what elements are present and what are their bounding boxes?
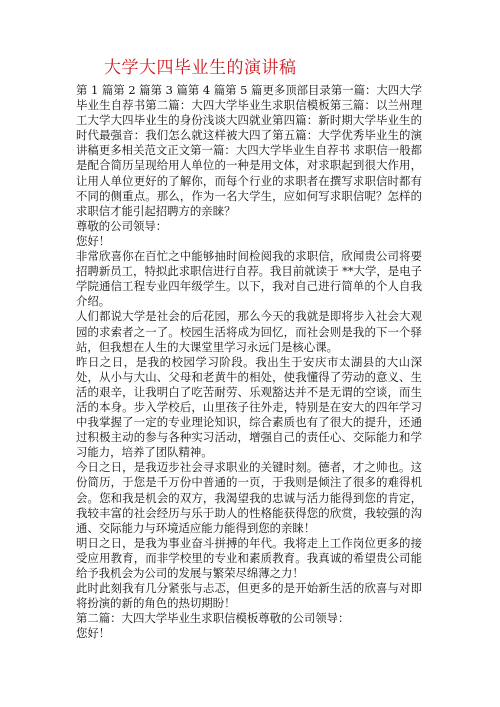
body-paragraph-greeting: 您好！ xyxy=(76,233,111,248)
body-paragraph-second-article: 第二篇：大四大学毕业生求职信模板尊敬的公司领导： xyxy=(76,611,350,626)
body-paragraph-contents: 第 1 篇第 2 篇第 3 篇第 4 篇第 5 篇更多顶部目录第一篇：大四大学毕业生自荐书第二篇：大四大学毕业生求职信模板第三篇：以兰州理工大学大四毕业生的身份浅谈大四就业第四篇：新时期大学毕业生的时代最强音：我们怎么就这样被大四了第五篇：大学优秀毕业生的演讲稿更多相关范文正文第一篇：大四大学毕业生自荐书 求职信一般都是配合简历呈现给用人单位的一种是用文体，对求职起到很大作用，让用人单位更好的了解你，而每个行业的求职者在撰写求职信时都有不同的侧重点。那么，作为一名大学生，应如何写求职信呢？怎样的求职信才能引起招聘方的亲睐？ xyxy=(76,83,422,218)
body-paragraph-today: 今日之日，是我迈步社会寻求职业的关键时刻。德者，才之帅也。这份简历，于您是千万份中普通的一页，于我则是倾注了很多的难得机会。您和我是机会的双方，我渴望我的忠诚与活力能得到您的肯定，我较丰富的社会经历与乐于助人的性格能获得您的欣赏，我较强的沟通、交际能力与环境适应能力能得到您的亲睐！ xyxy=(76,460,422,535)
body-paragraph-society: 人们都说大学是社会的后花园，那么今天的我就是即将步入社会大观园的求索者之一了。校园生活将成为回忆，而社会则是我的下一个驿站，但我想在人生的大课堂里学习永远门是核心课。 xyxy=(76,309,422,354)
body-paragraph-second-greeting: 您好！ xyxy=(76,626,111,641)
body-paragraph-intro: 非常欣喜你在百忙之中能够抽时间检阅我的求职信，欣闻贵公司将要招聘新员工，特拟此求职信进行自荐。我目前就读于 **大学，是电子学院通信工程专业四年级学生。以下，我对自己进行简单的个人自我介绍。 xyxy=(76,249,422,309)
body-paragraph-tomorrow: 明日之日，是我为事业奋斗拼搏的年代。我将走上工作岗位更多的接受应用教育，而非学校里的专业和素质教育。我真诚的希望贵公司能给予我机会为公司的发展与繁荣尽绵薄之力！ xyxy=(76,535,422,580)
body-paragraph-now: 此时此刻我有几分紧张与忐忑，但更多的是开始新生活的欣喜与对即将扮演的新的角色的热切期盼！ xyxy=(76,581,422,611)
document-title: 大学大四毕业生的演讲稿 xyxy=(104,58,297,78)
document-page xyxy=(76,56,422,641)
body-paragraph-yesterday: 昨日之日，是我的校园学习阶段。我出生于安庆市太湖县的大山深处，从小与大山、父母和老黄牛的相处，使我懂得了劳动的意义、生活的艰辛，让我明白了吃苦耐劳、乐观豁达并不是无谓的空谈，而生活的本身。步入学校后，山里孩子往外走，特别是在安大的四年学习中我掌握了一定的专业理论知识，综合素质也有了很大的提升，还通过积极主动的参与各种实习活动，增强自己的责任心、交际能力和学习能力，培养了团队精神。 xyxy=(76,354,422,460)
body-paragraph-salutation: 尊敬的公司领导： xyxy=(76,218,168,233)
document-body xyxy=(76,83,422,641)
